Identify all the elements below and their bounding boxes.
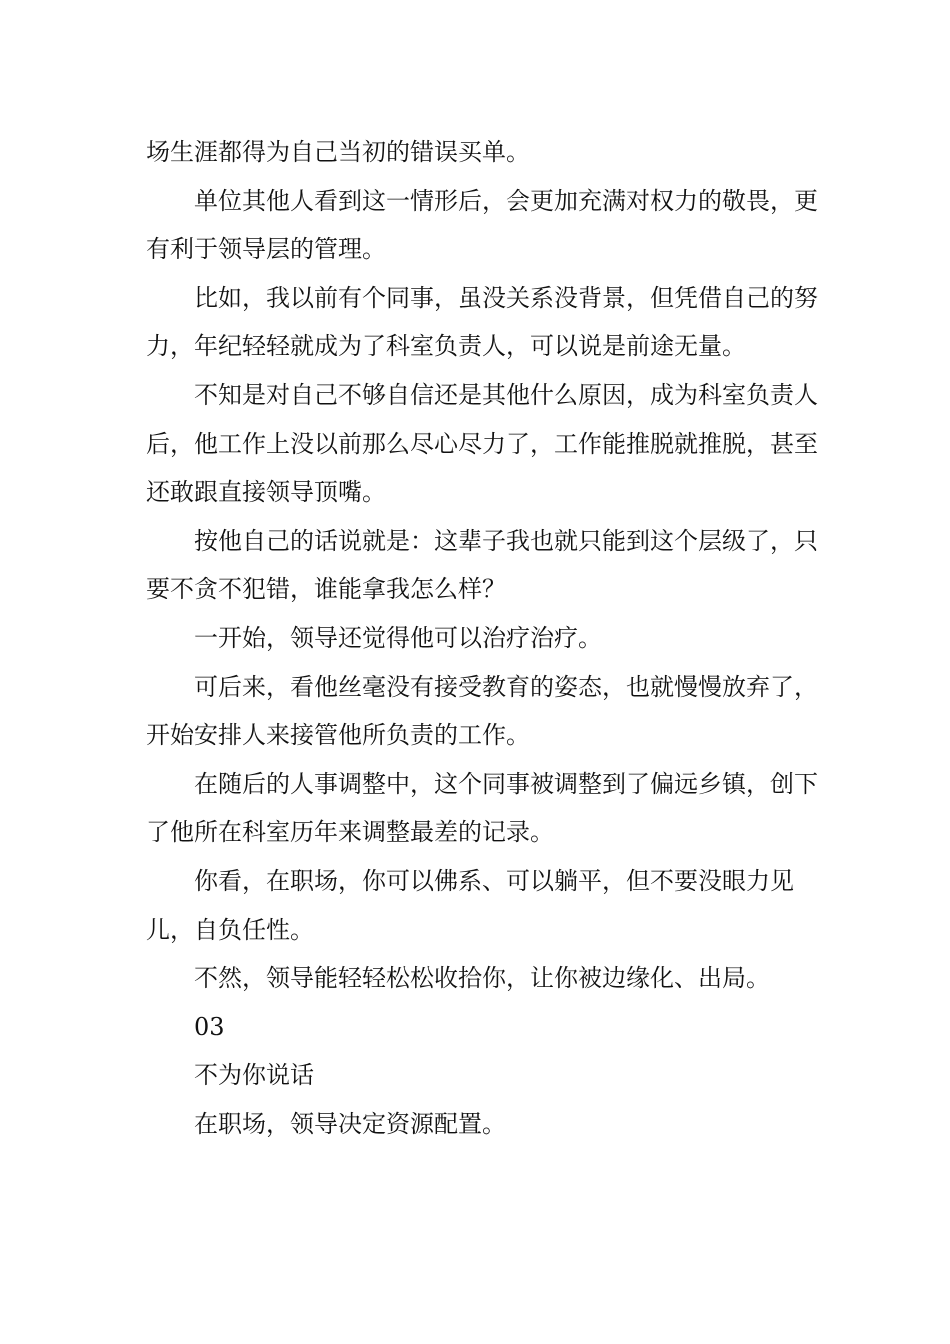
- paragraph: 可后来，看他丝毫没有接受教育的姿态，也就慢慢放弃了，开始安排人来接管他所负责的工作。: [146, 672, 818, 750]
- paragraph: 不然，领导能轻轻松松收拾你，让你被边缘化、出局。: [194, 964, 770, 993]
- paragraph: 比如，我以前有个同事，虽没关系没背景，但凭借自己的努力，年纪轻轻就成为了科室负责人，可以说是前途无量。: [146, 283, 818, 361]
- paragraph: 一开始，领导还觉得他可以治疗治疗。: [194, 623, 602, 652]
- section-heading: 不为你说话: [194, 1061, 314, 1090]
- document-page: [146, 128, 836, 1148]
- paragraph: 单位其他人看到这一情形后，会更加充满对权力的敬畏，更有利于领导层的管理。: [146, 186, 818, 264]
- paragraph: 在职场，领导决定资源配置。: [194, 1109, 506, 1138]
- paragraph: 不知是对自己不够自信还是其他什么原因，成为科室负责人后，他工作上没以前那么尽心尽力了，工作能推脱就推脱，甚至还敢跟直接领导顶嘴。: [146, 380, 818, 507]
- section-number: 03: [194, 1012, 225, 1041]
- paragraph-continuation: 场生涯都得为自己当初的错误买单。: [146, 138, 530, 166]
- paragraph: 按他自己的话说就是：这辈子我也就只能到这个层级了，只要不贪不犯错，谁能拿我怎么样？: [146, 526, 818, 604]
- paragraph: 在随后的人事调整中，这个同事被调整到了偏远乡镇，创下了他所在科室历年来调整最差的记录。: [146, 769, 818, 847]
- paragraph: 你看，在职场，你可以佛系、可以躺平，但不要没眼力见儿，自负任性。: [146, 866, 794, 944]
